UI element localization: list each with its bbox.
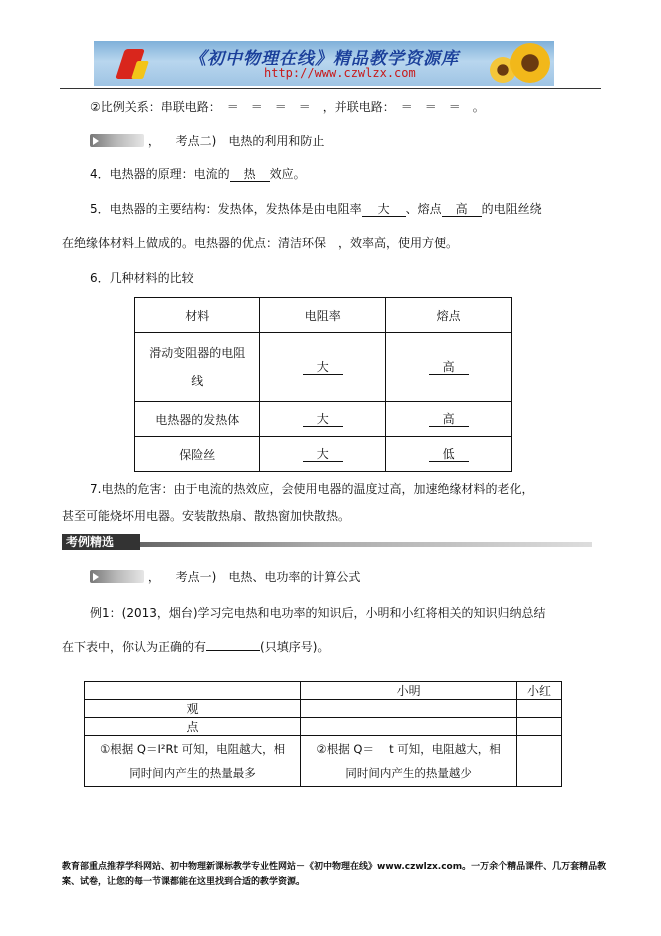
item-6: 6．几种材料的比较	[90, 271, 194, 285]
xiaohong-header: 小红	[517, 682, 562, 700]
header-divider	[60, 88, 601, 89]
item-7-line-1: 7.电热的危害：由于电流的热效应，会使用电器的温度过高，加速绝缘材料的老化，	[90, 482, 534, 496]
table-header-cell: 材料	[135, 298, 260, 333]
melting-cell	[386, 402, 512, 437]
material-cell: 保险丝	[135, 437, 260, 472]
table-row	[85, 736, 562, 787]
item-4	[90, 166, 306, 182]
material-name-cont: 线	[191, 374, 204, 388]
statement-2-line-2: 同时间内产生的热量越少	[345, 766, 472, 780]
header-banner	[94, 41, 554, 86]
ratio-relation-line: ②比例关系：串联电路： ＝ ＝ ＝ ＝ ，并联电路： ＝ ＝ ＝ 。	[90, 100, 485, 114]
item-7-line-2: 甚至可能烧坏用电器。安装散热扇、散热窗加快散热。	[62, 509, 351, 523]
table-header-row	[85, 682, 562, 700]
melting-value: 高	[429, 412, 469, 427]
melting-value: 低	[429, 447, 469, 462]
banner-url[interactable]: http://www.czwlzx.com	[264, 66, 416, 80]
table-row	[85, 718, 562, 736]
melting-cell	[386, 437, 512, 472]
banner-title: 《初中物理在线》精品教学资源库	[189, 49, 459, 69]
point2-comma: ，	[147, 134, 160, 148]
example-1-line-1: 例1：(2013，烟台)学习完电热和电功率的知识后，小明和小红将相关的知识归纳总结	[90, 606, 546, 620]
point1-text: 考点一) 电热、电功率的计算公式	[175, 570, 361, 584]
table-header-cell: 熔点	[386, 298, 512, 333]
resistivity-cell	[260, 333, 386, 402]
melting-cell	[386, 333, 512, 402]
example-1-text-a: 在下表中，你认为正确的有	[62, 640, 207, 654]
material-name: 滑动变阻器的电阻	[149, 346, 246, 360]
item-4-blank: 热	[230, 167, 270, 182]
material-cell	[135, 333, 260, 402]
empty-cell	[301, 700, 517, 718]
table-row	[135, 333, 512, 402]
resistivity-value: 大	[303, 360, 343, 375]
statement-1-line-1: ①根据 Q＝I²Rt 可知，电阻越大，相	[99, 742, 286, 756]
resistivity-cell	[260, 402, 386, 437]
empty-cell	[301, 718, 517, 736]
footer-note: 教育部重点推荐学科网站、初中物理新课标教学专业性网站－《初中物理在线》www.czwlzx.com。一万余个精品课件、几万套精品教案、试卷，让您的每一节课都能在这里找到合适的教学资源。	[62, 862, 607, 887]
section-tag-label: 考例精选	[62, 534, 140, 550]
item-5-blank-1: 大	[362, 202, 406, 217]
statement-1-line-2: 同时间内产生的热量最多	[129, 766, 256, 780]
materials-comparison-table	[134, 297, 512, 472]
table-row	[135, 402, 512, 437]
material-cell: 电热器的发热体	[135, 402, 260, 437]
play-chip-icon	[90, 134, 144, 147]
statement-1-cell	[85, 736, 301, 787]
table-header-cell: 电阻率	[260, 298, 386, 333]
empty-cell	[517, 700, 562, 718]
item-5-text-b: 、熔点	[405, 202, 442, 216]
sunflower-icon	[510, 43, 550, 83]
point1-comma: ，	[147, 570, 160, 584]
empty-header-cell	[85, 682, 301, 700]
play-chip-icon	[90, 570, 144, 583]
empty-cell	[517, 718, 562, 736]
empty-cell	[517, 736, 562, 787]
point1-heading	[90, 569, 360, 585]
resistivity-value: 大	[303, 412, 343, 427]
xiaoming-header: 小明	[301, 682, 517, 700]
item-5-line-2: 在绝缘体材料上做成的。电热器的优点：清洁环保 ，效率高，使用方便。	[62, 236, 459, 250]
table-row	[135, 437, 512, 472]
row-label-cell: 点	[85, 718, 301, 736]
item-5-line-1	[90, 201, 542, 217]
resistivity-cell	[260, 437, 386, 472]
item-4-text-a: 4．电热器的原理：电流的	[90, 167, 230, 181]
row-label-cell: 观	[85, 700, 301, 718]
item-4-text-b: 效应。	[269, 167, 306, 181]
example-table	[84, 681, 562, 787]
statement-2-line-1: ②根据 Q＝ t 可知，电阻越大，相	[316, 742, 501, 756]
table-row	[85, 700, 562, 718]
example-1-text-b: (只填序号)。	[260, 640, 330, 654]
section-tag-bar	[140, 542, 592, 547]
table-header-row	[135, 298, 512, 333]
answer-blank[interactable]	[206, 650, 260, 651]
item-5-text-a: 5．电热器的主要结构：发热体，发热体是由电阻率	[90, 202, 362, 216]
item-5-text-c: 的电阻丝绕	[481, 202, 542, 216]
melting-value: 高	[429, 360, 469, 375]
example-1-line-2	[62, 639, 329, 655]
statement-2-cell	[301, 736, 517, 787]
point2-heading	[90, 133, 324, 149]
item-5-blank-2: 高	[442, 202, 482, 217]
resistivity-value: 大	[303, 447, 343, 462]
point2-text: 考点二) 电热的利用和防止	[175, 134, 325, 148]
